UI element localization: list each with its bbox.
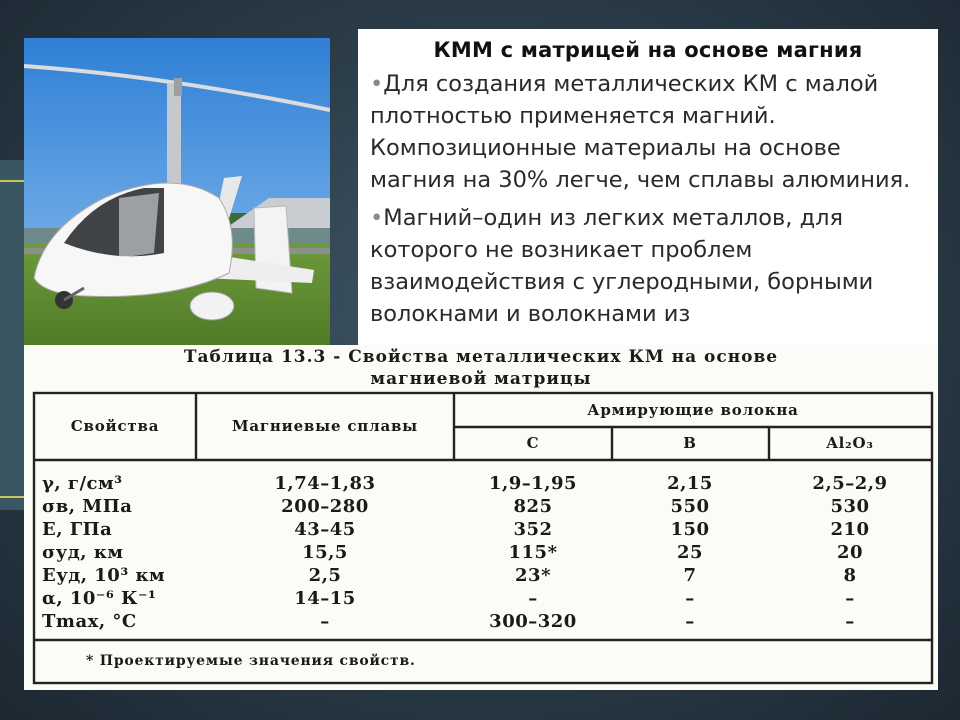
row-1-prop: γ, г/см³ bbox=[42, 473, 123, 494]
header-b: B bbox=[683, 434, 697, 452]
header-alloys: Магниевые сплавы bbox=[231, 417, 419, 435]
table-caption-line1: Таблица 13.3 - Свойства металлических КМ на основе bbox=[183, 347, 779, 367]
row-3-c: 352 bbox=[513, 519, 553, 540]
table-footnote: * Проектируемые значения свойств. bbox=[86, 653, 416, 669]
row-6-al: – bbox=[845, 588, 855, 609]
row-7-prop: Tmax, °C bbox=[42, 611, 137, 632]
row-6-alloy: 14–15 bbox=[294, 588, 356, 609]
accent-line-bottom bbox=[0, 496, 24, 498]
row-4-c: 115* bbox=[508, 542, 558, 563]
row-5-prop: Eуд, 10³ км bbox=[42, 565, 166, 586]
header-c: C bbox=[526, 434, 540, 452]
row-7-b: – bbox=[685, 611, 695, 632]
row-7-al: – bbox=[845, 611, 855, 632]
row-2-al: 530 bbox=[830, 496, 870, 517]
bullet-2: • bbox=[370, 205, 384, 231]
paragraph-2-text: Магний–один из легких металлов, для которого не возникает проблем взаимодействия с углеродными, борными волокнами и волокнами из bbox=[370, 205, 874, 327]
row-1-alloy: 1,74–1,83 bbox=[274, 473, 376, 494]
row-4-alloy: 15,5 bbox=[302, 542, 348, 563]
row-2-c: 825 bbox=[513, 496, 553, 517]
header-properties: Свойства bbox=[70, 417, 160, 435]
paragraph-1 bbox=[370, 68, 924, 196]
left-decor-band bbox=[0, 160, 24, 510]
slide-title: КММ с матрицей на основе магния bbox=[433, 38, 863, 62]
row-3-alloy: 43–45 bbox=[294, 519, 356, 540]
row-2-b: 550 bbox=[670, 496, 710, 517]
row-5-c: 23* bbox=[515, 565, 551, 586]
paragraph-2 bbox=[370, 202, 924, 330]
row-1-c: 1,9–1,95 bbox=[488, 473, 578, 494]
row-4-al: 20 bbox=[836, 542, 864, 563]
bullet-1: • bbox=[370, 71, 384, 97]
row-6-prop: α, 10⁻⁶ К⁻¹ bbox=[42, 588, 157, 609]
header-fibers: Армирующие волокна bbox=[587, 401, 799, 419]
table-caption-line2: магниевой матрицы bbox=[370, 369, 592, 389]
row-6-c: – bbox=[528, 588, 538, 609]
row-5-alloy: 2,5 bbox=[308, 565, 342, 586]
accent-line-top bbox=[0, 180, 24, 182]
row-4-b: 25 bbox=[676, 542, 704, 563]
row-4-prop: σуд, км bbox=[42, 542, 124, 563]
table-grid bbox=[24, 345, 938, 690]
row-3-b: 150 bbox=[670, 519, 710, 540]
row-1-b: 2,15 bbox=[667, 473, 713, 494]
row-5-al: 8 bbox=[843, 565, 857, 586]
paragraph-1-text: Для создания металлических КМ с малой плотностью применяется магний. Композиционные материалы на основе магния на 30% легче, чем сплавы алюминия. bbox=[370, 71, 911, 193]
row-5-b: 7 bbox=[683, 565, 697, 586]
properties-table bbox=[24, 345, 938, 690]
row-3-prop: E, ГПа bbox=[42, 519, 113, 540]
row-7-c: 300–320 bbox=[489, 611, 577, 632]
text-panel bbox=[358, 29, 938, 347]
row-6-b: – bbox=[685, 588, 695, 609]
row-3-al: 210 bbox=[830, 519, 870, 540]
autogyro-photo bbox=[24, 38, 330, 350]
row-1-al: 2,5–2,9 bbox=[812, 473, 888, 494]
row-2-prop: σв, МПа bbox=[42, 496, 133, 517]
header-al2o3: Al₂O₃ bbox=[826, 434, 874, 452]
row-2-alloy: 200–280 bbox=[281, 496, 369, 517]
row-7-alloy: – bbox=[320, 611, 330, 632]
